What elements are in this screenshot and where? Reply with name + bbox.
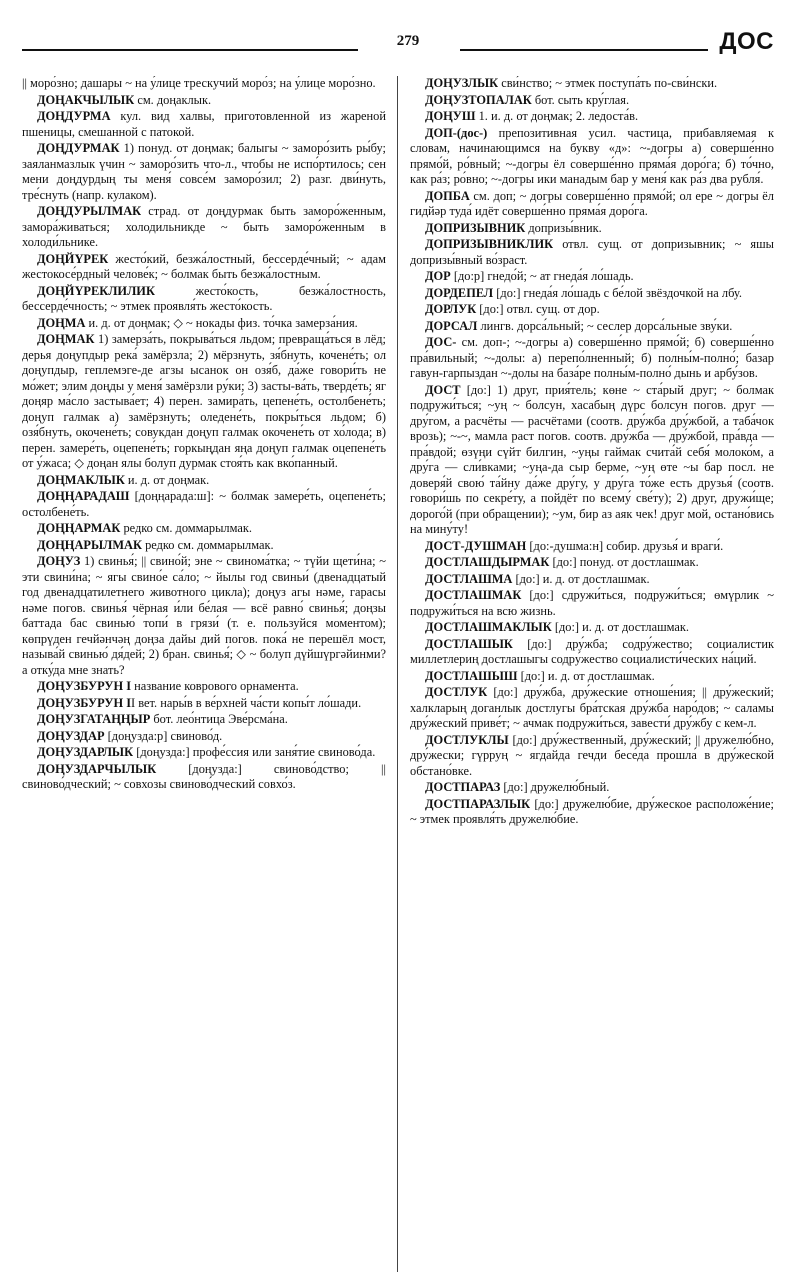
dictionary-entry: ДОСТЛАШЫШ [до:] и. д. от достлашмак. (425, 668, 655, 683)
dictionary-entry: ДОПРИЗЫВНИК допризы́вник. (425, 220, 602, 235)
headword: ДОСТЛУКЛЫ (425, 732, 509, 747)
left-column (22, 76, 386, 1276)
headword: ДОҢҢАРЫЛМАК (37, 537, 142, 552)
headword: ДОСТЛУК (425, 685, 488, 699)
headword: ДОҢУШ (425, 109, 476, 123)
right-column (410, 76, 774, 1276)
dictionary-entry: ДОСТЛАШЫК [до:] дру́жба; содру́жество; социалистик миллетлериң достлашыгы содру́жество социалисти́ческих на́ций. (410, 636, 774, 666)
headword: ДОҢМАКЛЫК (37, 472, 125, 487)
dictionary-entry: ДОҢУЗТОПАЛАК бот. сыть кру́глая. (425, 92, 630, 107)
header-rule-right (460, 49, 708, 51)
headword: ДОҢУЗТОПАЛАК (425, 92, 532, 107)
dictionary-entry: ДОҢУЗГАТАҢҢЫР бот. лео́нтица Эве́рсма́на. (37, 712, 288, 726)
headword: ДОҢМА (37, 315, 86, 330)
headword: ДОҢЙҮРЕК (37, 251, 109, 266)
dictionary-entry: ДОСТЛУКЛЫ [до:] дру́жественный, дру́жеский; || дружелю́бно, дру́жески; гүрруң ~ ягдайда гечди бесе́да прошла́ в дру́жеской обстано́вке. (410, 732, 774, 778)
headword: ДОРЛУК (425, 302, 477, 316)
dictionary-entry: ДОҢУЗДАРЧЫЛЫК [доңузда:] свиново́дство; || свиново́дческий; ~ совхозы свиново́дческий совхо́з. (22, 761, 386, 791)
headword: ДОСТ (425, 382, 461, 397)
dictionary-entry: ДОҢДУРЫЛМАК страд. от доңдурмак быть заморо́женным, замора́живаться; холодильникде ~ быть заморо́женным в холоди́льнике. (22, 204, 386, 249)
headword: ДОСТЛАШЫК (425, 636, 513, 651)
headword: ДОРСАЛ (425, 318, 478, 333)
headword: ДОҢДУРМАК (37, 141, 120, 155)
headword: ДОСТЛАШМАК (425, 588, 522, 602)
headword: ДОҢУЗБУРУН I (37, 679, 132, 693)
headword: ДОҢЙҮРЕКЛИЛИК (37, 283, 155, 298)
headword: ДОПРИЗЫВНИКЛИК (425, 237, 554, 251)
headword: ДОҢУЗГАТАҢҢЫР (37, 712, 151, 726)
dictionary-entry: ДОҢАКЧЫЛЫК см. доңаклык. (37, 92, 212, 107)
dictionary-entry: ДОСТ-ДУШМАН [до:-душма:н] собир. друзья́ и враги́. (425, 538, 724, 553)
column-divider (397, 76, 398, 1272)
dictionary-entry: ДОҢДУРМА кул. вид халвы, приготовленной из жареной пшеницы, смешанной с патокой. (22, 109, 386, 139)
dictionary-entry: ДОСТПАРАЗ [до:] дружелю́бный. (425, 780, 610, 794)
dictionary-entry: ДОРДЕПЕЛ [до:] гнеда́я ло́шадь с бе́лой звёздочкой на лбу. (425, 285, 742, 300)
headword: ДОР (425, 269, 451, 283)
dictionary-entry: ДОҢЙҮРЕК жесто́кий, безжа́лостный, бессерде́чный; ~ адам жестокосе́рдный челове́к; ~ болмак быть безжа́лостным. (22, 251, 386, 281)
headword: ДОҢУЗ (37, 554, 81, 568)
page-number: 279 (396, 33, 420, 49)
headword: ДОҢУЗДАР (37, 728, 105, 743)
dictionary-entry: ДОП-(дос-) препозитивная усил. частица, прибавляемая к словам, начинающимся на букву «д»: ~-догры а) соверше́нно прямо́й, ро́вный; ~-догры ёл соверше́нно пряма́я доро́га; б) то́чно, как ра́з; ро́вно; ~-догры ики манадым бар у меня́ как ра́з два рубля́. (410, 125, 774, 186)
dictionary-entry: ДОСТПАРАЗЛЫК [до:] дружелю́бие, дру́жеское расположе́ние; ~ этмек проявля́ть дружелю́бие. (410, 796, 774, 826)
dictionary-entry: ДОҢУЗЛЫК сви́нство; ~ этмек поступа́ть по-сви́нски. (425, 76, 718, 90)
headword: ДОС- (425, 335, 457, 349)
dictionary-entry: ДОҢУШ 1. и. д. от доңмак; 2. ледоста́в. (425, 109, 639, 123)
dictionary-entry: ДОҢЙҮРЕКЛИЛИК жесто́кость, безжа́лостность, бессерде́чность; ~ этмек проявля́ть жесто́кость. (22, 283, 386, 313)
dictionary-entry: ДОҢҢАРАДАШ [доңңарада:ш]: ~ болмак замере́ть, оцепене́ть; остолбене́ть. (22, 489, 386, 519)
headword: ДОҢУЗДАРЛЫК (37, 745, 134, 759)
headword: ДОҢДУРЫЛМАК (37, 204, 142, 218)
headword: ДОПБА (425, 188, 470, 203)
headword: ДОРДЕПЕЛ (425, 285, 494, 300)
dictionary-entry: ДОСТЛАШМА [до:] и. д. от достлашмак. (425, 571, 650, 586)
dictionary-entry: ДОҢУЗБУРУН I название коврового орнамента. (37, 679, 299, 693)
dictionary-entry: || моро́зно; дашары ~ на у́лице трескучий моро́з; на у́лице моро́зно. (22, 76, 376, 90)
dictionary-entry: ДОС- см. доп-; ~-догры а) соверше́нно прямо́й; б) соверше́нно пра́вильный; ~-долы: а) перепо́лненный; б) полны́м-полно́; базар гавун-гарпыздан ~-долы на база́ре полны́м-полно́ дынь и арбу́зов. (410, 335, 774, 380)
dictionary-entry: ДОҢҢАРМАК редко см. доммарылмак. (37, 521, 252, 535)
headword: ДОҢДУРМА (37, 109, 111, 123)
page-header (22, 28, 774, 64)
dictionary-entry: ДОР [до:р] гнедо́й; ~ ат гнеда́я ло́шадь. (425, 269, 634, 283)
dictionary-entry: ДОРЛУК [до:] отвл. сущ. от дор. (425, 302, 600, 316)
dictionary-entry: ДОҢДУРМАК 1) понуд. от доңмак; балыгы ~ заморо́зить ры́бу; заяланмазлык үчин ~ заморо́зить что-л., чтобы не испо́ртилось; сен мени доңдурдың ты меня́ совсе́м заморо́зил; 2) разг. дви́нуть, тре́снуть (напр. кулаком). (22, 141, 386, 202)
headword: ДОСТЛАШДЫРМАК (425, 555, 550, 569)
headword: ДОҢМАК (37, 332, 95, 346)
headword: ДОП-(дос-) (425, 125, 488, 140)
headword: ДОСТПАРАЗЛЫК (425, 796, 531, 811)
dictionary-entry: ДОРСАЛ лингв. дорса́льный; ~ сеслер дорса́льные зву́ки. (425, 318, 733, 333)
headword: ДОСТ-ДУШМАН (425, 538, 527, 553)
dictionary-entry: ДОСТЛАШМАКЛЫК [до:] и. д. от достлашмак. (425, 620, 689, 634)
headword: ДОСТЛАШМАКЛЫК (425, 620, 552, 634)
headword: ДОҢУЗДАРЧЫЛЫК (37, 761, 157, 776)
headword: ДОҢАКЧЫЛЫК (37, 92, 135, 107)
dictionary-entry: ДОҢМАК 1) замерза́ть, покрыва́ться льдом; превраща́ться в лёд; дерья доңупдыр река́ замёрзла; 2) мёрзнуть, зя́бнуть, кочене́ть; ол доңупдыр, геплемэге-де агзы ысанок он озя́б, да́же говори́ть не мо́жет; элим доңды у меня́ замёрзли ру́ки; 3) засты-ва́ть, тверде́ть; яг доңяр ма́сло застыва́ет; 4) перен. замира́ть, цепене́ть, остолбене́ть; доңуп галмак а) замёрзнуть; оледене́ть, покры́ться льдом; б) озя́бнуть, окочене́ть; совукдан доңуп галмак окочене́ть от хо́лода; в) перен. замере́ть, оцепене́ть; горкыңдан яңа доңуп галмак оцепене́ть от у́жаса; ◇ доңан ялы болуп дурмак стоя́ть как вко́панный. (22, 332, 386, 470)
dictionary-entry: ДОҢМА и. д. от доңмак; ◇ ~ нокады физ. то́чка замерза́ния. (37, 315, 358, 330)
dictionary-entry: ДОСТ [до:] 1) друг, прия́тель; көне ~ ста́рый друг; ~ болмак подружи́ться; ~уң ~ болсун, хасабың дүрс болсун погов. друг — дру́гом, а расчёты — расчётами (соотв. дру́жба дру́жбой, а таба́чок врозь); ~-~, мамла раст погов. соотв. дру́жба — дру́жбой, пра́вда — пра́вдой; өзүңи сүйт билгин, ~уңы гаймак счита́й себя́ молоко́м, а дру́га — сли́вками; ~уңа-да сыр берме, ~уң өте ~ы бар посл. не доверя́й свою́ та́йну да́же дру́гу, у дру́га то́же есть друзья́ (соотв. говори́шь по секре́ту, а пойдёт по всему́ све́ту); 2) друг, дружи́ще; дорого́й (при обращении); ~ум, бир аз аяк чек! друг мой, остано́вись на мину́ту! (410, 382, 774, 536)
dictionary-entry: ДОҢУЗДАР [доңузда:р] свиново́д. (37, 728, 223, 743)
dictionary-entry: ДОҢҢАРЫЛМАК редко см. доммарылмак. (37, 537, 274, 552)
guide-word: ДОС (719, 28, 774, 55)
dictionary-entry: ДОҢУЗДАРЛЫК [доңузда:] профе́ссия или заня́тие свиново́да. (37, 745, 376, 759)
dictionary-entry: ДОПБА см. доп; ~ догры соверше́нно прямо́й; ол ере ~ догры ёл гидйәр туда́ идёт соверше́нно пряма́я доро́га. (410, 188, 774, 218)
headword: ДОСТЛАШЫШ (425, 668, 518, 683)
header-rule-left (22, 49, 358, 51)
dictionary-entry: ДОСТЛУК [до:] дру́жба, дру́жеские отноше́ния; || дру́жеский; халкларың доганлык достлугы бра́тская дру́жба наро́дов; ~ саламы дру́жеский приве́т; ~ ачмак подружи́ться, завести́ дру́жбу с кем-л. (410, 685, 774, 730)
dictionary-entry: ДОҢМАКЛЫК и. д. от доңмак. (37, 472, 210, 487)
headword: ДОҢҢАРМАК (37, 521, 121, 535)
dictionary-entry: ДОҢУЗ 1) свинья́; || свино́й; эне ~ свинома́тка; ~ түйи щети́на; ~ эти свини́на; ~ ягы свино́е са́ло; ~ йылы год свиньи́ (двенадцатый год двенадцатилетнего животного цикла); доңуз агы нәме, гарасы нәме погов. свинья́ чёрная и́ли бе́лая — всё равно́ свинья́; доңзы баттада бас свинью́ топи́ в грязи́ (т. е. пользуйся моментом); көпрүден гечйәнчәң доңза дайы дий погов. пока́ не перешёл мост, называ́й свинью́ дя́дей; 2) бран. свинья́; ◇ ~ болуп дүйшүргәйинми? а отку́да мне знать? (22, 554, 386, 677)
headword: ДОСТПАРАЗ (425, 780, 501, 794)
headword: ДОҢУЗБУРУН I (37, 695, 132, 710)
headword: ДОСТЛАШМА (425, 571, 513, 586)
headword: ДОҢУЗЛЫК (425, 76, 499, 90)
dictionary-entry: ДОҢУЗБУРУН II вет. нары́в в ве́рхней ча́сти копы́т ло́шади. (37, 695, 362, 710)
headword: ДОҢҢАРАДАШ (37, 489, 130, 503)
dictionary-entry: ДОСТЛАШМАК [до:] сдружи́ться, подружи́ться; өмүрлик ~ подружи́ться на всю жизнь. (410, 588, 774, 618)
headword: ДОПРИЗЫВНИК (425, 220, 526, 235)
dictionary-entry: ДОСТЛАШДЫРМАК [до:] понуд. от достлашмак. (425, 555, 699, 569)
dictionary-entry: ДОПРИЗЫВНИКЛИК отвл. сущ. от допризывник; ~ яшы допризы́вный во́зраст. (410, 237, 774, 267)
